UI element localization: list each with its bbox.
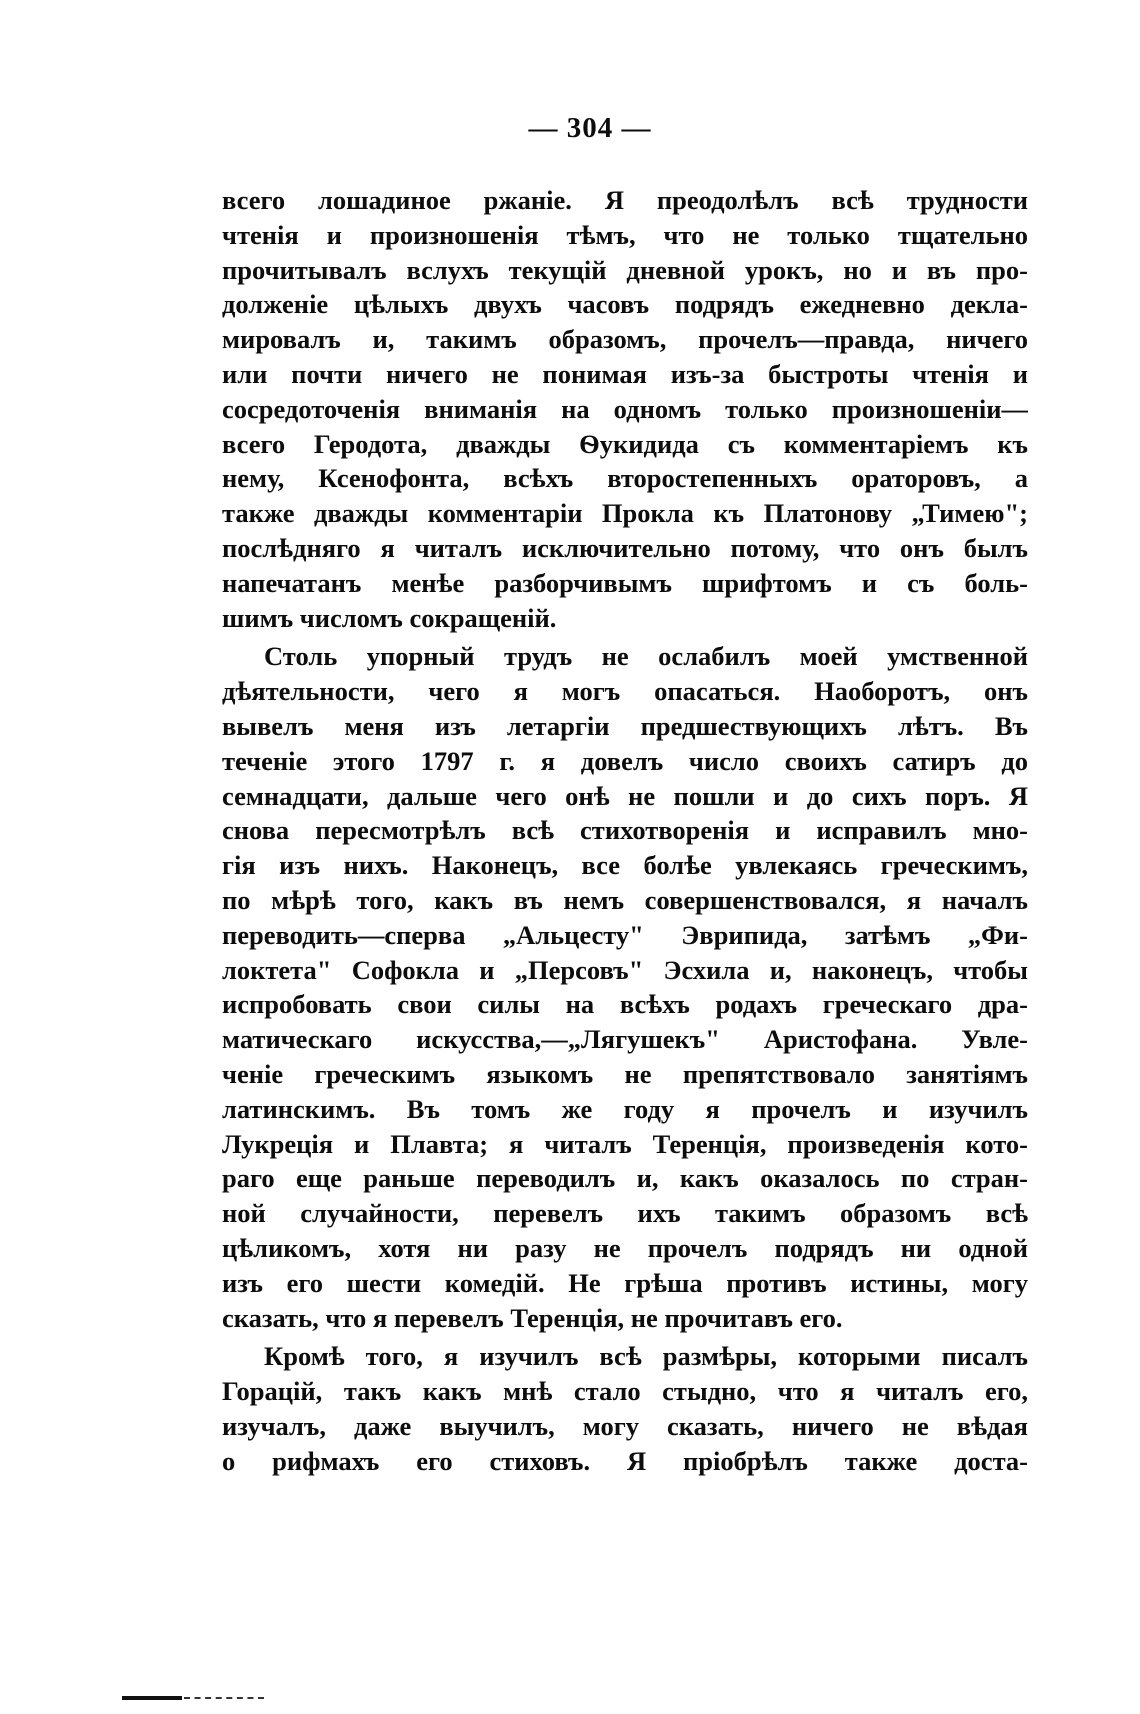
text-line: шимъ числомъ сокращеній. [222,602,557,633]
text-line: мировалъ и, такимъ образомъ, прочелъ—правда, ничего [222,324,1028,355]
text-line: дѣятельности, чего я могъ опасаться. Наоборотъ, онъ [222,676,1028,707]
page-number: — 304 — [528,112,652,144]
text-line: Лукреція и Плавта; я читалъ Теренція, произведенія кото- [222,1128,1028,1159]
text-line: ной случайности, перевелъ ихъ такимъ образомъ всѣ [222,1198,1028,1229]
text-line: Горацій, такъ какъ мнѣ стало стыдно, что я читалъ его, [222,1376,1028,1407]
text-line: сказать, что я перевелъ Теренція, не прочитавъ его. [222,1302,843,1333]
text-line: локтета" Софокла и „Персовъ" Эсхила и, наконецъ, чтобы [222,954,1028,985]
text-line: Столь упорный трудъ не ослабилъ моей умственной [264,641,1028,672]
text-line: прочитывалъ вслухъ текущій дневной урокъ, но и въ про- [222,254,1028,285]
text-line: всего лошадиное ржаніе. Я преодолѣлъ всѣ трудности [222,185,1028,215]
body-text [222,183,1028,1478]
text-line: или почти ничего не понимая изъ-за быстроты чтенія и [222,358,1028,389]
text-line: послѣдняго я читалъ исключительно потому, что онъ былъ [222,532,1028,563]
text-line: семнадцати, дальше чего онѣ не пошли и до сихъ поръ. Я [222,780,1028,811]
text-line: по мѣрѣ того, какъ въ немъ совершенствовался, я началъ [222,884,1028,915]
text-line: раго еще раньше переводилъ и, какъ оказалось по стран- [222,1163,1028,1194]
text-line: снова пересмотрѣлъ всѣ стихотворенія и исправилъ мно- [222,815,1028,846]
text-line: всего Геродота, дважды Ѳукидида съ комментаріемъ къ [222,428,1028,459]
text-line: переводить—сперва „Альцесту" Эврипида, затѣмъ „Фи- [222,919,1028,950]
paragraph-2 [222,639,1028,1335]
text-line: нему, Ксенофонта, всѣхъ второстепенныхъ ораторовъ, а [222,463,1028,494]
text-line: гія изъ нихъ. Наконецъ, все болѣе увлекаясь греческимъ, [222,850,1028,881]
text-line: долженіе цѣлыхъ двухъ часовъ подрядъ ежедневно декла- [222,289,1028,320]
scan-edge-dashes [184,1697,264,1699]
text-line: сосредоточенія вниманія на одномъ только произношеніи— [222,393,1028,424]
text-line: теченіе этого 1797 г. я довелъ число своихъ сатиръ до [222,745,1028,776]
text-line: изъ его шести комедій. Не грѣша противъ истины, могу [222,1267,1028,1298]
text-line: также дважды комментаріи Прокла къ Платонову „Тимею"; [222,498,1028,529]
scan-edge-mark [122,1696,182,1700]
text-line: Кромѣ того, я изучилъ всѣ размѣры, которыми писалъ [264,1341,1028,1372]
text-line: цѣликомъ, хотя ни разу не прочелъ подрядъ ни одной [222,1232,1028,1263]
text-line: испробовать свои силы на всѣхъ родахъ греческаго дра- [222,989,1028,1020]
paragraph-3 [222,1339,1028,1478]
text-line: ченіе греческимъ языкомъ не препятствовало занятіямъ [222,1058,1028,1089]
text-line: матическаго искусства,—„Лягушекъ" Аристофана. Увле- [222,1024,1028,1055]
text-line: напечатанъ менѣе разборчивымъ шрифтомъ и съ боль- [222,567,1028,598]
paragraph-1 [222,183,1028,635]
text-line: о рифмахъ его стиховъ. Я пріобрѣлъ также доста- [222,1445,1028,1476]
text-line: изучалъ, даже выучилъ, могу сказать, ничего не вѣдая [222,1410,1028,1441]
text-line: вывелъ меня изъ летаргіи предшествующихъ лѣтъ. Въ [222,710,1028,741]
text-line: латинскимъ. Въ томъ же году я прочелъ и изучилъ [222,1093,1028,1124]
text-line: чтенія и произношенія тѣмъ, что не только тщательно [222,219,1028,250]
